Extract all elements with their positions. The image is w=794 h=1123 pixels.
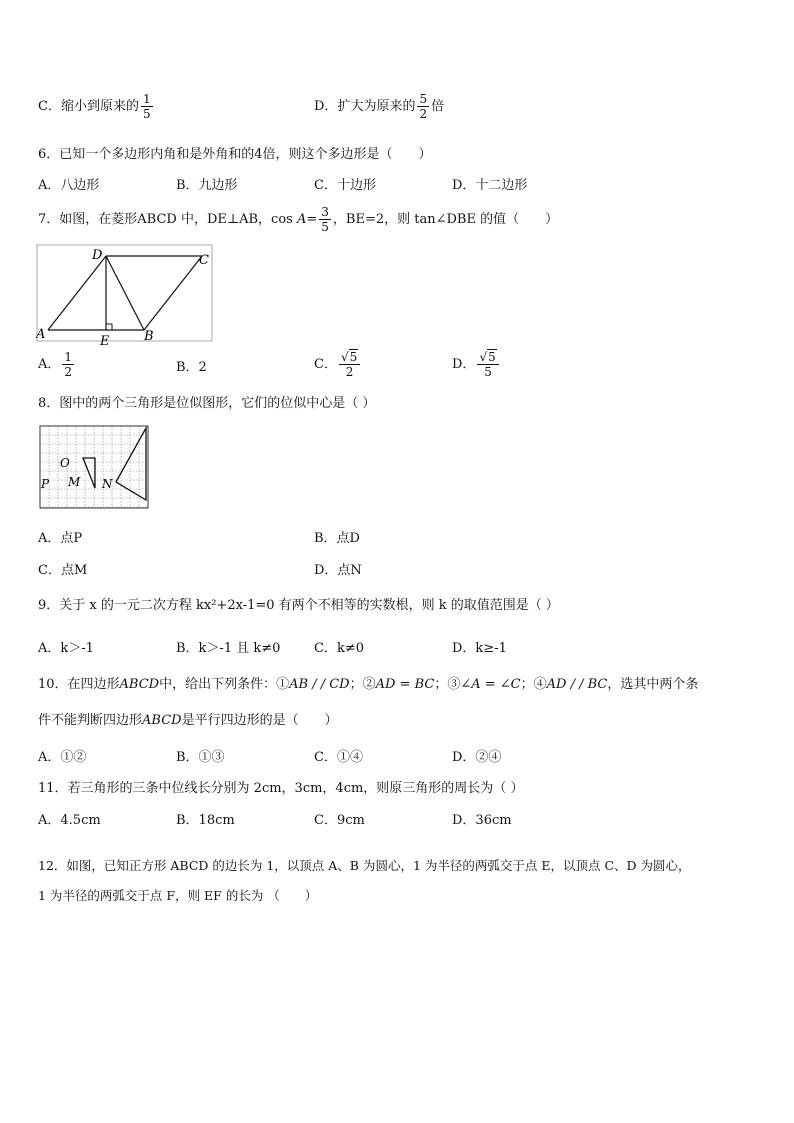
label-c: C	[199, 253, 209, 268]
q11-stem: 11．若三角形的三条中位线长分别为 2cm，3cm，4cm，则原三角形的周长为（ ）	[38, 781, 524, 796]
fraction: $\frac{√5}{2}$	[339, 350, 360, 379]
q10-option-c[interactable]: C．①④	[314, 750, 363, 765]
q10-option-a[interactable]: A．①②	[38, 750, 87, 765]
q5-option-d[interactable]: D．扩大为原来的 $\frac{5}{2}$ 倍	[314, 92, 445, 121]
q8-option-b[interactable]: B．点D	[314, 531, 360, 546]
q6-option-d[interactable]: D．十二边形	[452, 178, 528, 193]
q11-option-a[interactable]: A．4.5cm	[38, 813, 101, 828]
q12-stem-line2: 1 为半径的两弧交于点 F，则 EF 的长为 （ ）	[38, 888, 318, 903]
q7-option-d[interactable]: D． $\frac{√5}{5}$	[452, 350, 501, 379]
q9-option-b[interactable]: B．k＞-1 且 k≠0	[176, 641, 281, 656]
q6-stem: 6．已知一个多边形内角和是外角和的4倍，则这个多边形是（ ）	[38, 147, 432, 162]
q6-option-b[interactable]: B．九边形	[176, 178, 238, 193]
q12-stem-line1: 12．如图，已知正方形 ABCD 的边长为 1，以顶点 A、B 为圆心，1 为半径的两弧交于点 E，以顶点 C、D 为圆心，	[38, 858, 691, 873]
label-o: O	[60, 456, 70, 470]
q7-stem: 7．如图，在菱形ABCD 中，DE⊥AB，cos A= $\frac{3}{5}$ ，BE=2，则 tan∠DBE 的值（ ）	[38, 205, 559, 234]
grid-figure	[38, 424, 150, 510]
q7-option-a[interactable]: A． $\frac{1}{2}$	[38, 350, 73, 379]
fraction: $\frac{5}{2}$	[419, 92, 428, 121]
q9-option-c[interactable]: C．k≠0	[314, 641, 364, 656]
q10-stem-line1: 10．在四边形ABCD中，给出下列条件：①AB / / CD；②AD = BC；③∠A = ∠C；④AD / / BC，选其中两个条	[38, 677, 699, 692]
label-d: D	[92, 248, 103, 263]
q7-option-b[interactable]: B．2	[176, 360, 207, 375]
q11-option-d[interactable]: D．36cm	[452, 813, 512, 828]
fraction: $\frac{1}{2}$	[64, 350, 73, 379]
q8-option-c[interactable]: C．点M	[38, 563, 88, 578]
q9-stem: 9．关于 x 的一元二次方程 kx²+2x-1=0 有两个不相等的实数根，则 k 的取值范围是（ ）	[38, 598, 559, 613]
label-n: N	[102, 477, 113, 491]
label-a: A	[36, 327, 46, 342]
label-p: P	[41, 477, 50, 491]
q5-option-c[interactable]: C．缩小到原来的 $\frac{1}{5}$	[38, 92, 151, 121]
label-m: M	[68, 475, 81, 489]
q10-option-d[interactable]: D．②④	[452, 750, 502, 765]
q7-option-c[interactable]: C． $\frac{√5}{2}$	[314, 350, 362, 379]
q8-option-d[interactable]: D．点N	[314, 563, 362, 578]
label-b: B	[144, 329, 154, 344]
fraction: $\frac{3}{5}$	[321, 205, 329, 234]
q8-option-a[interactable]: A．点P	[38, 531, 83, 546]
fraction: $\frac{1}{5}$	[142, 92, 151, 121]
q8-stem: 8．图中的两个三角形是位似图形，它们的位似中心是（ ）	[38, 396, 376, 411]
q9-option-a[interactable]: A．k＞-1	[38, 641, 94, 656]
q6-option-c[interactable]: C．十边形	[314, 178, 376, 193]
q9-option-d[interactable]: D．k≥-1	[452, 641, 507, 656]
q10-option-b[interactable]: B．①③	[176, 750, 225, 765]
q10-stem-line2: 件不能判断四边形ABCD是平行四边形的是（ ）	[38, 713, 338, 728]
label-e: E	[100, 334, 110, 346]
q6-option-a[interactable]: A．八边形	[38, 178, 100, 193]
rhombus-figure	[36, 244, 214, 346]
q11-option-c[interactable]: C．9cm	[314, 813, 365, 828]
fraction: $\frac{√5}{5}$	[477, 350, 498, 379]
q11-option-b[interactable]: B．18cm	[176, 813, 235, 828]
